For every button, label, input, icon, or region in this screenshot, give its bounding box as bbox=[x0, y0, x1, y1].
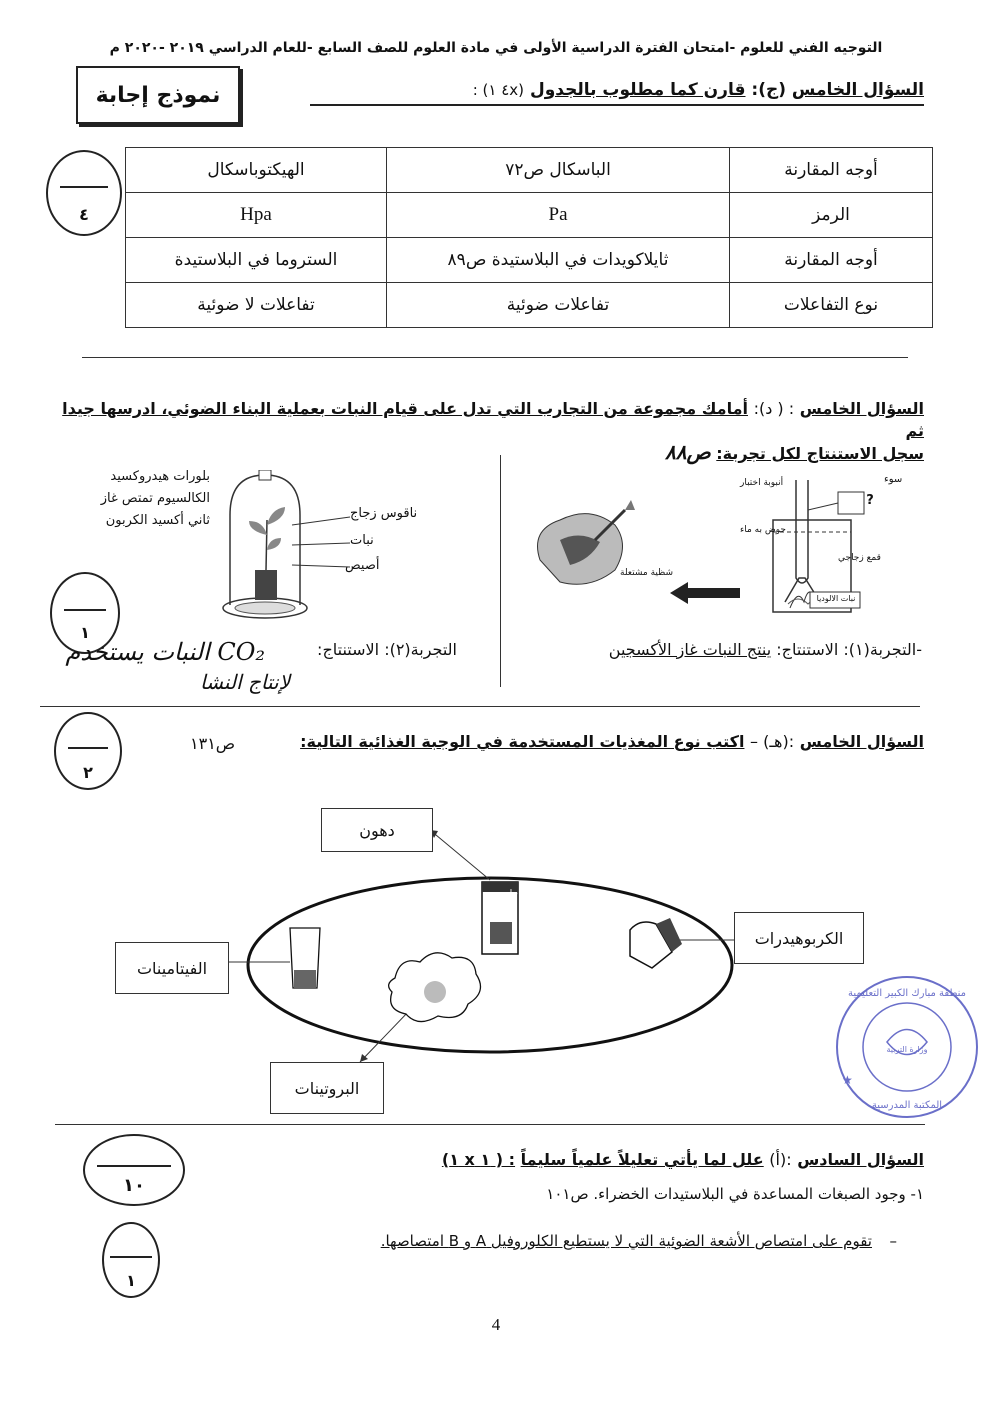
q6-total-score: ١٠ bbox=[123, 1175, 145, 1196]
table-cell: الرمز bbox=[730, 193, 933, 238]
exp1-sample-label: سوء bbox=[884, 474, 903, 485]
table-cell: الهيكتوباسكال bbox=[126, 148, 387, 193]
q6a-title bbox=[364, 1150, 924, 1169]
exp2-crystals-label: بلورات هيدروكسيد الكالسيوم تمتص غاز ثاني أكسيد الكربون bbox=[100, 469, 210, 528]
plant-pot bbox=[255, 570, 277, 600]
section-divider bbox=[82, 357, 908, 358]
score-line bbox=[64, 609, 106, 611]
q5e-label: السؤال الخامس bbox=[799, 732, 924, 751]
score-line bbox=[68, 747, 108, 749]
q6a-item: ١- وجود الصبغات المساعدة في البلاستيدات الخضراء. ص١٠١ bbox=[546, 1185, 924, 1203]
comparison-table bbox=[125, 147, 933, 328]
q5d-label: السؤال الخامس bbox=[799, 399, 924, 418]
score-line bbox=[60, 186, 108, 188]
q6-total-score-circle bbox=[83, 1134, 185, 1206]
milk-label: حليب bbox=[497, 889, 519, 899]
table-cell: Hpa bbox=[126, 193, 387, 238]
exam-header: التوجيه الفني للعلوم -امتحان الفترة الدراسية الأولى في مادة العلوم للصف السابع -للعام الدراسي ٢٠١٩ -٢٠٢٠ م bbox=[109, 40, 883, 56]
q6a-score-circle bbox=[102, 1222, 160, 1298]
arrow-fats bbox=[430, 830, 490, 880]
exp1-test-tube-label: أنبوبة اختبار bbox=[740, 478, 784, 488]
q5d-page-ref: ص٨٨ bbox=[665, 440, 711, 464]
q5d-text: أمامك مجموعة من التجارب التي تدل على قيام النبات بعملية البناء الضوئي، ادرسها جيدا ثم bbox=[62, 399, 924, 440]
table-cell: تفاعلات لا ضوئية bbox=[126, 283, 387, 328]
arrow-proteins bbox=[360, 1010, 410, 1062]
proteins-box: البروتينات bbox=[270, 1062, 384, 1114]
q5e-score: ٢ bbox=[83, 763, 93, 782]
fats-box: دهون bbox=[321, 808, 433, 852]
answer-model-badge: نموذج إجابة bbox=[76, 66, 240, 124]
jar-plant bbox=[249, 507, 285, 570]
score-line bbox=[110, 1256, 152, 1258]
q5d-score: ١ bbox=[80, 623, 90, 642]
exp2-plant-label: نبات bbox=[350, 533, 374, 548]
q5c-letter: (ج): bbox=[751, 80, 786, 100]
q5d-text2: سجل الاستنتاج لكل تجربة: bbox=[716, 444, 924, 463]
stamp-text-center: وزارة التربية bbox=[886, 1045, 928, 1054]
table-row bbox=[126, 238, 933, 283]
q5d-letter: : ( د): bbox=[753, 399, 795, 418]
q5e-text: اكتب نوع المغذيات المستخدمة في الوجبة الغذائية التالية: bbox=[300, 732, 745, 751]
official-stamp bbox=[832, 972, 982, 1122]
experiments-divider bbox=[500, 455, 501, 687]
table-row bbox=[126, 148, 933, 193]
page-number: 4 bbox=[491, 1315, 501, 1334]
exp2-answer-line1: CO₂ النبات يستخدم bbox=[65, 638, 265, 666]
table-row bbox=[126, 283, 933, 328]
q5c-label: السؤال الخامس bbox=[791, 80, 924, 100]
q5c-marks: (٤x ١) : bbox=[472, 81, 525, 99]
q6a-answer: تقوم على امتصاص الأشعة الضوئية التي لا يستطيع الكلوروفيل A و B امتصاصها. bbox=[380, 1232, 872, 1250]
experiment1-arrow bbox=[670, 582, 740, 604]
q5c-text: قارن كما مطلوب بالجدول bbox=[529, 80, 746, 100]
q5d-subtitle bbox=[424, 440, 924, 464]
vitamins-box: الفيتامينات bbox=[115, 942, 229, 994]
q6a-marks: : ( ١ x ١) bbox=[441, 1150, 516, 1169]
q5c-score: ٤ bbox=[79, 205, 89, 224]
bread-slices bbox=[630, 918, 682, 968]
q6a-score: ١ bbox=[126, 1271, 136, 1290]
exp1-q-mark: ? bbox=[866, 493, 874, 508]
exp1-basin-label: حوض به ماء bbox=[740, 525, 786, 535]
stamp-text-top: منطقة مبارك الكبير التعليمية bbox=[847, 988, 967, 999]
exp1-conclusion bbox=[502, 640, 922, 659]
q5c-title bbox=[364, 80, 924, 100]
table-cell: تفاعلات ضوئية bbox=[387, 283, 730, 328]
score-line bbox=[97, 1165, 171, 1167]
exp2-pot-label: أصيص bbox=[345, 558, 380, 573]
svg-text:★: ★ bbox=[842, 1073, 853, 1087]
q5e-score-circle bbox=[54, 712, 122, 790]
exp1-splint-label: شظية مشتعلة bbox=[620, 568, 674, 578]
table-cell: الباسكال ص٧٢ bbox=[387, 148, 730, 193]
table-cell: Pa bbox=[387, 193, 730, 238]
fried-egg bbox=[389, 953, 481, 1022]
table-row bbox=[126, 193, 933, 238]
exp1-prefix: -التجربة(١): الاستنتاج: bbox=[776, 640, 922, 659]
q6a-letter: :(أ) bbox=[769, 1150, 792, 1169]
stamp-text-bottom: المكتبة المدرسية bbox=[871, 1100, 943, 1111]
juice-glass bbox=[290, 928, 320, 988]
exp2-jar-label: ناقوس زجاج bbox=[350, 506, 418, 521]
table-cell: أوجه المقارنة bbox=[730, 148, 933, 193]
q5d-title bbox=[44, 398, 924, 442]
exp1-answer: ينتج النبات غاز الأكسجين bbox=[608, 640, 772, 659]
q5c-score-circle bbox=[46, 150, 122, 236]
table-cell: أوجه المقارنة bbox=[730, 238, 933, 283]
exp2-prefix: التجربة(٢): الاستنتاج: bbox=[317, 640, 457, 659]
section-divider bbox=[40, 706, 920, 707]
q6a-label: السؤال السادس bbox=[797, 1150, 924, 1169]
q6a-text: علل لما يأتي تعليلاً علمياً سليماً bbox=[520, 1150, 764, 1169]
q6a-answer-dash: – bbox=[889, 1232, 897, 1250]
q5e-title bbox=[284, 732, 924, 751]
exp1-funnel-label: قمع زجاجي bbox=[838, 553, 881, 563]
section-divider bbox=[55, 1124, 925, 1125]
leader-line bbox=[808, 503, 838, 510]
carbs-box: الكربوهيدرات bbox=[734, 912, 864, 964]
table-cell: نوع التفاعلات bbox=[730, 283, 933, 328]
exp1-plant-label: نبات الالوديا bbox=[816, 594, 856, 603]
q5e-letter: :(هـ) – bbox=[750, 732, 795, 751]
crystals bbox=[235, 602, 295, 614]
exp2-answer-line2: لإنتاج النشا bbox=[200, 670, 290, 694]
table-cell: الستروما في البلاستيدة bbox=[126, 238, 387, 283]
table-cell: ثايلاكويدات في البلاستيدة ص٨٩ bbox=[387, 238, 730, 283]
q5e-page-ref: ص١٣١ bbox=[190, 734, 236, 753]
q5c-underline bbox=[310, 104, 924, 106]
